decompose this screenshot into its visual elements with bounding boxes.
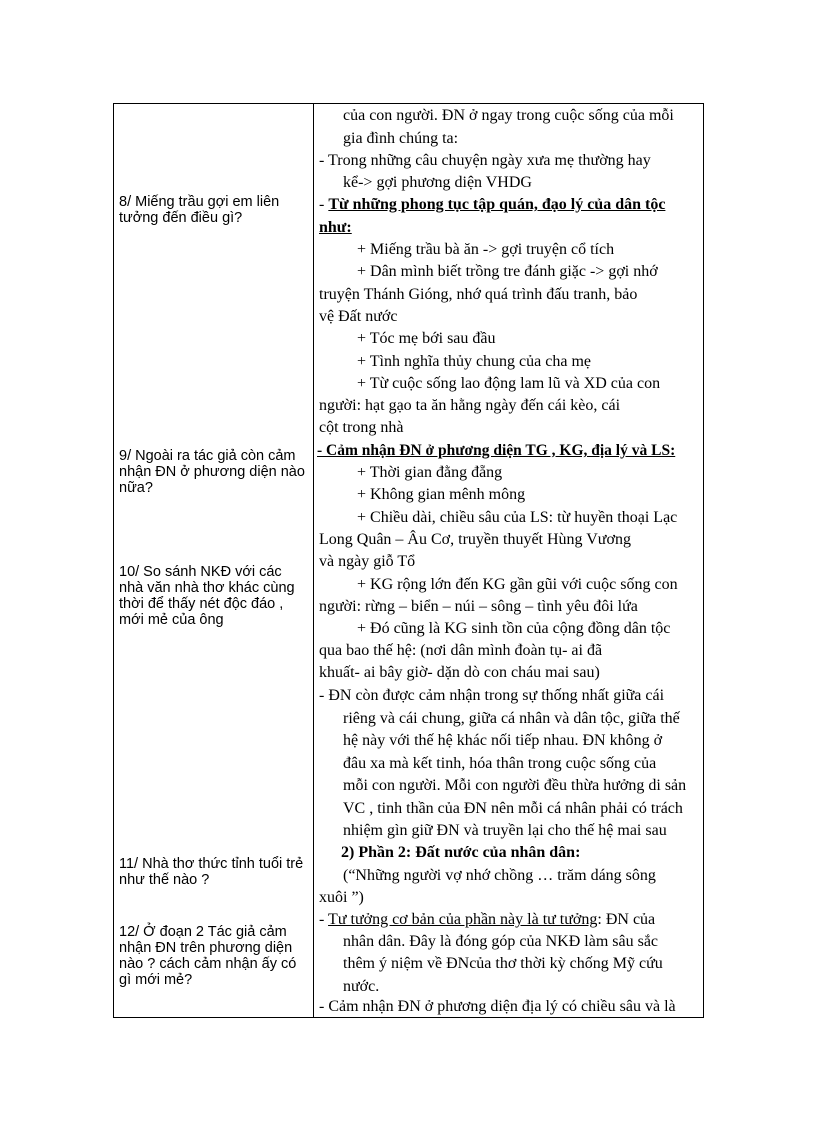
content-line: + Từ cuộc sống lao động lam lũ và XD của con	[357, 375, 661, 392]
content-line: + Chiều dài, chiều sâu của LS: từ huyền thoại Lạc	[357, 509, 678, 526]
content-line: + Dân mình biết trồng tre đánh giặc -> gợi nhớ	[357, 263, 658, 280]
content-line: của con người. ĐN ở ngay trong cuộc sống của mỗi	[343, 107, 674, 124]
content-line: - Trong những câu chuyện ngày xưa mẹ thường hay	[319, 152, 651, 169]
content-line: + Tóc mẹ bới sau đầu	[357, 330, 496, 347]
content-line: và ngày giỗ Tổ	[319, 553, 416, 570]
underlined-phrase: Tư tưởng cơ bản của phần này là tư tưởng	[328, 911, 598, 928]
content-line: đâu xa mà kết tinh, hóa thân trong cuộc sống của	[343, 755, 657, 772]
content-line: truyện Thánh Gióng, nhớ quá trình đấu tranh, bảo	[319, 286, 638, 303]
content-line: - Tư tưởng cơ bản của phần này là tư tưởng: ĐN của	[319, 911, 656, 928]
content-line: hệ này với thế hệ khác nối tiếp nhau. ĐN không ở	[343, 732, 663, 749]
content-line: nhân dân. Đây là đóng góp của NKĐ làm sâu sắc	[343, 933, 659, 950]
content-line: + Không gian mênh mông	[357, 486, 526, 503]
question-10: 10/ So sánh NKĐ với các nhà văn nhà thơ khác cùng thời để thấy nét độc đáo , mới mẻ của ông	[119, 564, 295, 628]
content-line: vệ Đất nước	[319, 308, 398, 325]
content-line: + Đó cũng là KG sinh tồn của cộng đồng dân tộc	[357, 620, 671, 637]
heading-time-space: - Cảm nhận ĐN ở phương diện TG , KG, địa lý và LS:	[317, 442, 676, 459]
question-9: 9/ Ngoài ra tác giả còn cảm nhận ĐN ở phương diện nào nữa?	[119, 448, 305, 496]
content-line: + Miếng trầu bà ăn -> gợi truyện cổ tích	[357, 241, 615, 258]
content-line: (“Những người vợ nhớ chồng … trăm dáng sông	[343, 867, 656, 884]
content-line: kể-> gợi phương diện VHDG	[343, 174, 532, 191]
content-line: nhiệm gìn giữ ĐN và truyền lại cho thế hệ mai sau	[343, 822, 667, 839]
content-line: gia đình chúng ta:	[343, 130, 459, 147]
content-line: như:	[319, 219, 352, 236]
content-line: cột trong nhà	[319, 419, 404, 436]
question-11: 11/ Nhà thơ thức tỉnh tuổi trẻ như thế nào ?	[119, 856, 304, 888]
content-line: - Cảm nhận ĐN ở phương diện địa lý có chiều sâu và là	[319, 998, 676, 1015]
heading-traditions: Từ những phong tục tập quán, đạo lý của dân tộc	[328, 196, 666, 213]
content-line: VC , tinh thần của ĐN nên mỗi cá nhân phải có trách	[343, 800, 683, 817]
content-line: khuất- ai bây giờ- dặn dò con cháu mai sau)	[319, 664, 600, 681]
column-divider	[313, 103, 314, 1018]
content-line: người: rừng – biển – núi – sông – tình yêu đôi lứa	[319, 598, 638, 615]
content-line: Long Quân – Âu Cơ, truyền thuyết Hùng Vương	[319, 531, 631, 548]
content-line: - Từ những phong tục tập quán, đạo lý của dân tộc	[319, 196, 666, 213]
section-heading-part-2: 2) Phần 2: Đất nước của nhân dân:	[341, 844, 581, 861]
content-line: - ĐN còn được cảm nhận trong sự thống nhất giữa cái	[319, 687, 665, 704]
content-line: + KG rộng lớn đến KG gần gũi với cuộc sống con	[357, 576, 678, 593]
content-line: xuôi ”)	[319, 889, 364, 906]
content-line: riêng và cái chung, giữa cá nhân và dân tộc, giữa thế	[343, 710, 680, 727]
question-12: 12/ Ở đoạn 2 Tác giả cảm nhận ĐN trên phương diện nào ? cách cảm nhận ấy có gì mới mẻ?	[119, 924, 297, 988]
content-line: thêm ý niệm về ĐNcủa thơ thời kỳ chống Mỹ cứu	[343, 955, 663, 972]
content-line: + Tình nghĩa thủy chung của cha mẹ	[357, 353, 591, 370]
question-8: 8/ Miếng trầu gợi em liên tưởng đến điều gì?	[119, 194, 280, 226]
content-line: + Thời gian đằng đẵng	[357, 464, 503, 481]
content-line: nước.	[343, 978, 380, 995]
content-line: qua bao thế hệ: (nơi dân mình đoàn tụ- ai đã	[319, 642, 603, 659]
content-line: người: hạt gạo ta ăn hằng ngày đến cái kèo, cái	[319, 397, 621, 414]
content-line: mỗi con người. Mỗi con người đều thừa hưởng di sản	[343, 777, 687, 794]
